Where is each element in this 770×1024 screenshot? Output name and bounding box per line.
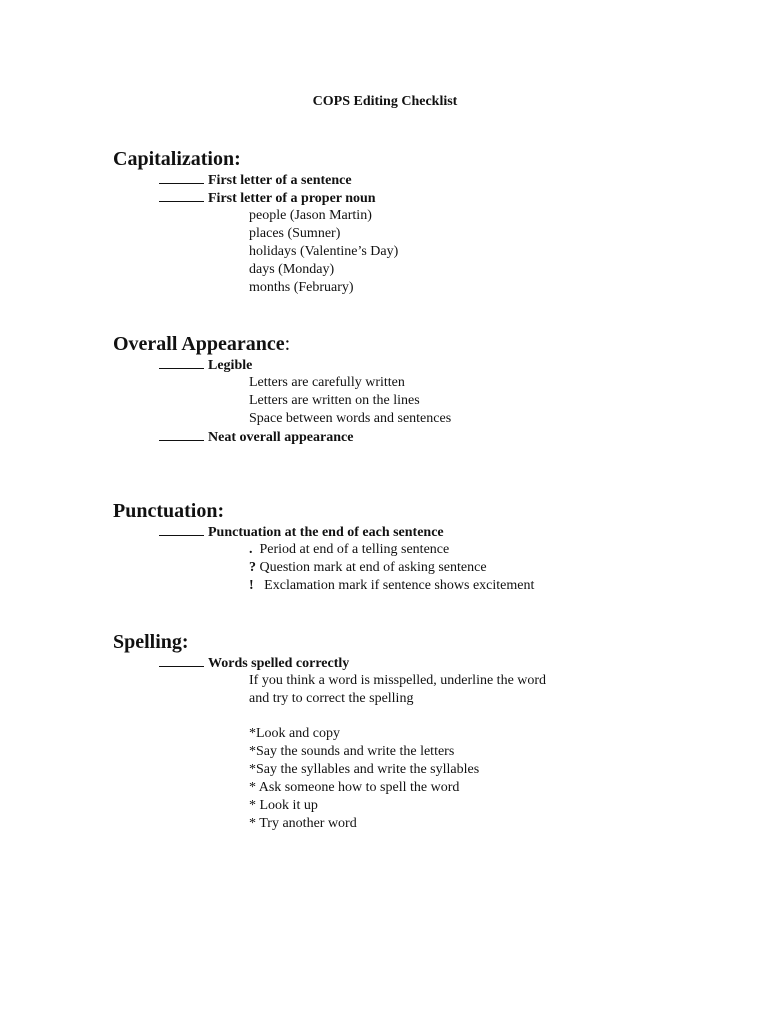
- punctuation-exclamation: [249, 577, 534, 595]
- overall-appearance-heading: [113, 332, 290, 356]
- spelling-instruction-line-1: If you think a word is misspelled, underline the word: [249, 673, 547, 688]
- spelling-strategy: *Look and copy: [249, 726, 340, 741]
- example-holidays: holidays (Valentine’s Day): [249, 244, 399, 259]
- checkbox-blank-line[interactable]: [159, 523, 204, 536]
- checkbox-blank-line[interactable]: [159, 171, 204, 184]
- spelling-strategy: *Say the syllables and write the syllables: [249, 762, 480, 777]
- capitalization-heading: Capitalization:: [113, 148, 241, 170]
- punctuation-period: [249, 541, 449, 559]
- checklist-item-proper-noun: [159, 189, 376, 208]
- checklist-item-spelled-correctly: [159, 654, 349, 673]
- overall-appearance-heading-text: Overall Appearance: [113, 333, 285, 355]
- checklist-item-label: Punctuation at the end of each sentence: [208, 525, 444, 540]
- checkbox-blank-line[interactable]: [159, 189, 204, 202]
- legible-detail-carefully-written: Letters are carefully written: [249, 375, 405, 390]
- period-mark: .: [249, 542, 253, 557]
- checkbox-blank-line[interactable]: [159, 654, 204, 667]
- punctuation-heading: Punctuation:: [113, 500, 225, 522]
- punctuation-detail-text: Question mark at end of asking sentence: [259, 560, 487, 575]
- checklist-item-first-letter-sentence: [159, 171, 352, 190]
- example-places: places (Sumner): [249, 226, 341, 241]
- checklist-item-label: Legible: [208, 358, 253, 373]
- question-mark: ?: [249, 560, 256, 575]
- checklist-item-label: Neat overall appearance: [208, 430, 354, 445]
- spelling-strategy: *Say the sounds and write the letters: [249, 744, 455, 759]
- checkbox-blank-line[interactable]: [159, 356, 204, 369]
- checklist-item-label: First letter of a proper noun: [208, 191, 376, 206]
- example-people: people (Jason Martin): [249, 208, 372, 223]
- spelling-strategy: * Ask someone how to spell the word: [249, 780, 460, 795]
- exclamation-mark: !: [249, 578, 254, 593]
- punctuation-question: [249, 559, 487, 577]
- checklist-item-label: Words spelled correctly: [208, 656, 350, 671]
- legible-detail-spacing: Space between words and sentences: [249, 411, 452, 426]
- document-title: COPS Editing Checklist: [312, 94, 458, 109]
- checklist-item-legible: [159, 356, 252, 375]
- checklist-item-neat-appearance: [159, 428, 353, 447]
- spelling-heading: Spelling:: [113, 631, 189, 653]
- checklist-item-label: First letter of a sentence: [208, 173, 352, 188]
- legible-detail-on-lines: Letters are written on the lines: [249, 393, 420, 408]
- example-days: days (Monday): [249, 262, 335, 277]
- overall-appearance-heading-colon: :: [284, 333, 291, 355]
- punctuation-detail-text: Period at end of a telling sentence: [259, 542, 450, 557]
- checkbox-blank-line[interactable]: [159, 428, 204, 441]
- spelling-strategy: * Look it up: [249, 798, 318, 813]
- punctuation-detail-text: Exclamation mark if sentence shows excitement: [264, 578, 535, 593]
- spelling-instruction-line-2: and try to correct the spelling: [249, 691, 414, 706]
- spelling-strategy: * Try another word: [249, 816, 357, 831]
- checklist-item-end-punctuation: [159, 523, 444, 542]
- example-months: months (February): [249, 280, 354, 295]
